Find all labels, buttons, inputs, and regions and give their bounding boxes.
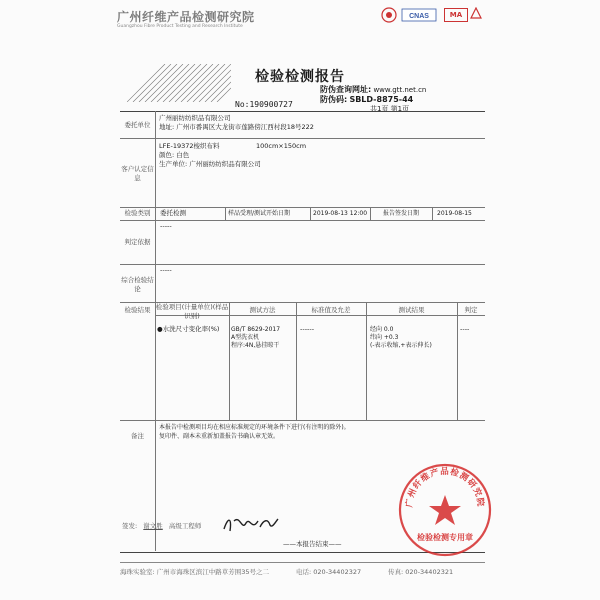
- results-header-item: 检验项目(计量单位)(样品识别): [155, 303, 229, 320]
- client-name: 广州丽纺纺织品有限公司: [159, 114, 231, 122]
- basis-value: -----: [160, 222, 172, 230]
- result-line-3: (-表示收缩,+表示伸长): [370, 342, 432, 349]
- result-line-2: 纬向 +0.3: [370, 334, 399, 341]
- issue-date: 2019-08-15: [437, 210, 472, 217]
- client-label: 委托单位: [124, 121, 151, 129]
- receive-date: 2019-08-13 12:00: [313, 210, 368, 217]
- svg-text:检验检测专用章: 检验检测专用章: [417, 533, 473, 542]
- conclusion-label: 综合检验结论: [121, 276, 154, 293]
- lab-triangle-icon: [470, 7, 482, 19]
- sample-color: 颜色: 白色: [159, 151, 190, 159]
- result-item: ●水洗尺寸变化率(%): [157, 325, 220, 333]
- results-label: 检验结果: [124, 306, 151, 314]
- footer-tel: 电话: 020-34402327: [296, 568, 362, 576]
- handwritten-signature: [220, 513, 280, 535]
- remarks-line-1: 本报告中检测项目均在相应标准规定的环境条件下进行(有注明的除外)。: [159, 424, 350, 431]
- svg-text:广州纤维产品检测研究院: 广州纤维产品检测研究院: [404, 466, 486, 508]
- remarks-label: 备注: [131, 432, 144, 440]
- anti-fake-url: 防伪查询网址: www.gtt.net.cn: [320, 85, 427, 94]
- conclusion-value: -----: [160, 266, 172, 274]
- results-header-standard: 标准值及允差: [311, 306, 351, 314]
- results-header-result: 测试结果: [398, 306, 425, 314]
- report-title: 检验检测报告: [255, 69, 345, 85]
- footer-address: 海珠实验室: 广州市海珠区滨江中路草芳围35号之二: [120, 568, 270, 576]
- test-category-value: 委托检测: [160, 209, 186, 217]
- serial-hatch-mark: [127, 64, 231, 102]
- sample-producer: 生产单位: 广州丽纺纺织品有限公司: [159, 160, 261, 168]
- approval-line: 签发: 谢文胜 高级工程师: [122, 522, 202, 530]
- client-address: 地址: 广州市番禺区大龙街市莲路傍江西村段18号222: [159, 123, 314, 131]
- anti-fake-code: 防伪码: SBLD-8875-44: [320, 95, 414, 104]
- sample-label: 客户认定信息: [121, 165, 154, 182]
- results-header-verdict: 判定: [464, 306, 478, 314]
- standard-value: ------: [300, 325, 315, 333]
- org-name: 广州纤维产品检测研究院: [117, 10, 255, 24]
- basis-label: 判定依据: [124, 238, 151, 246]
- cma-mark: MA: [444, 8, 468, 22]
- org-name-en: Guangzhou Fibre Product Testing and Research Institute: [117, 24, 243, 29]
- svg-text:CNAS: CNAS: [409, 13, 429, 20]
- sample-name: LFE-19372梭织布料: [159, 142, 220, 150]
- report-end: ——本报告结束——: [283, 540, 342, 548]
- method-line-3: 程序:4N,悬挂晾干: [231, 342, 280, 349]
- result-line-1: 经向 0.0: [370, 326, 394, 333]
- remarks-line-2: 复印件、副本未重新加盖报告书确认章无效。: [159, 433, 280, 440]
- issue-date-label: 报告签发日期: [383, 210, 420, 217]
- footer-fax: 传真: 020-34402321: [388, 568, 454, 576]
- report-number: No:190900727: [235, 100, 293, 109]
- method-line-2: A型洗衣机: [231, 334, 260, 341]
- test-category-label: 检验类别: [124, 209, 151, 217]
- official-seal: [395, 460, 495, 560]
- sample-size: 100cm×150cm: [256, 142, 307, 150]
- verdict-value: ----: [460, 325, 470, 333]
- method-line-1: GB/T 8629-2017: [231, 326, 281, 333]
- page-info: 共1页 第1页: [370, 105, 410, 113]
- receive-date-label: 样品受理/测试开始日期: [228, 210, 291, 217]
- results-header-method: 测试方法: [249, 306, 276, 314]
